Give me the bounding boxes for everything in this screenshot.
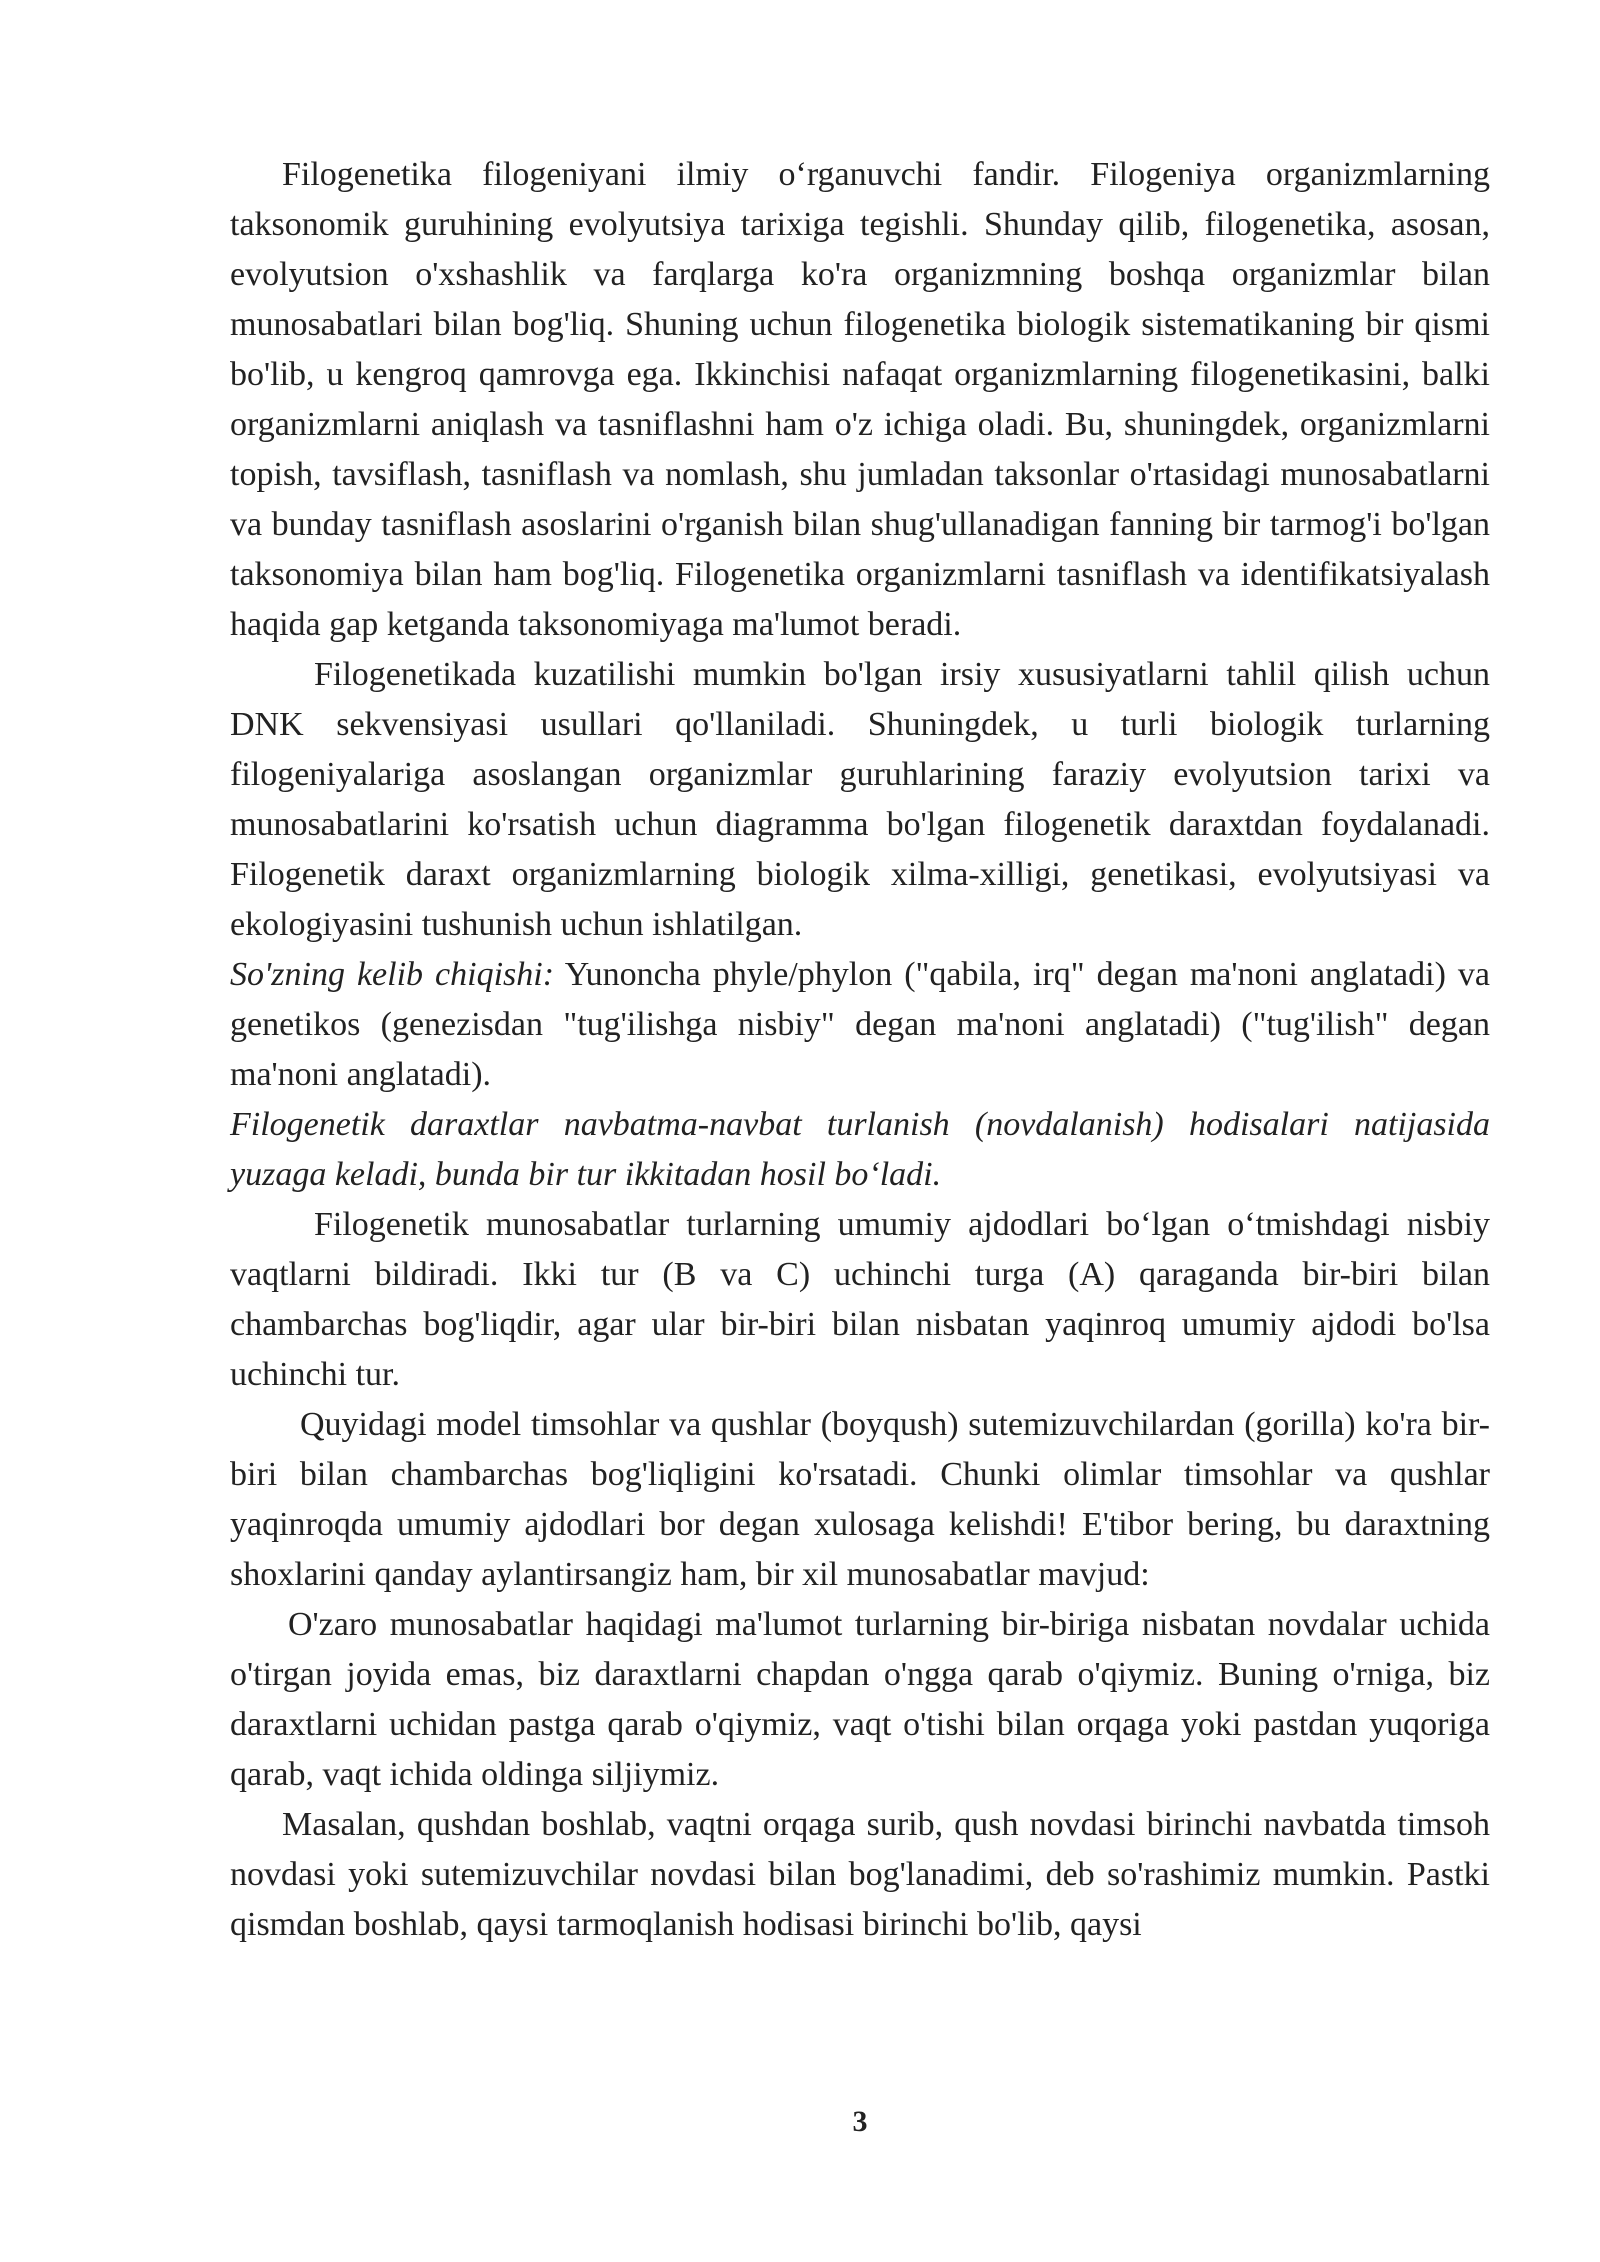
paragraph-tree-speciation: Filogenetik daraxtlar navbatma-navbat turlanish (novdalanish) hodisalari natijasida yuzaga keladi, bunda bir tur ikkitadan hosil bo‘ladi.	[230, 1106, 1490, 1193]
paragraph-dna-sequencing: Filogenetikada kuzatilishi mumkin bo'lgan irsiy xususiyatlarni tahlil qilish uchun DNK sekvensiyasi usullari qo'llaniladi. Shuningdek, u turli biologik turlarning filogeniyalariga asoslangan organizmlar guruhlarining faraziy evolyutsion tarixi va munosabatlarini ko'rsatish uchun diagramma bo'lgan filogenetik daraxtdan foydalanadi. Filogenetik daraxt organizmlarning biologik xilma-xilligi, genetikasi, evolyutsiyasi va ekologiyasini tushunish uchun ishlatilgan.	[230, 656, 1490, 943]
paragraph-reading-trees: O'zaro munosabatlar haqidagi ma'lumot turlarning bir-biriga nisbatan novdalar uchida o'tirgan joyida emas, biz daraxtlarni chapdan o'ngga qarab o'qiymiz. Buning o'rniga, biz daraxtlarni uchidan pastga qarab o'qiymiz, vaqt o'tishi bilan orqaga yoki pastdan yuqoriga qarab, vaqt ichida oldinga siljiymiz.	[230, 1606, 1490, 1793]
paragraph-relationships: Filogenetik munosabatlar turlarning umumiy ajdodlari bo‘lgan o‘tmishdagi nisbiy vaqtlarni bildiradi. Ikki tur (B va C) uchinchi turga (A) qaraganda bir-biri bilan chambarchas bog'liqdir, agar ular bir-biri bilan nisbatan yaqinroq umumiy ajdodi bo'lsa uchinchi tur.	[230, 1206, 1490, 1393]
paragraph-filogenetika-definition: Filogenetika filogeniyani ilmiy o‘rganuvchi fandir. Filogeniya organizmlarning taksonomik guruhining evolyutsiya tarixiga tegishli. Shunday qilib, filogenetika, asosan, evolyutsion o'xshashlik va farqlarga ko'ra organizmning boshqa organizmlar bilan munosabatlari bilan bog'liq. Shuning uchun filogenetika biologik sistematikaning bir qismi bo'lib, u kengroq qamrovga ega. Ikkinchisi nafaqat organizmlarning filogenetikasini, balki organizmlarni aniqlash va tasniflashni ham o'z ichiga oladi. Bu, shuningdek, organizmlarni topish, tavsiflash, tasniflash va nomlash, shu jumladan taksonlar o'rtasidagi munosabatlarni va bunday tasniflash asoslarini o'rganish bilan shug'ullanadigan fanning bir tarmog'i bo'lgan taksonomiya bilan ham bog'liq. Filogenetika organizmlarni tasniflash va identifikatsiyalash haqida gap ketganda taksonomiyaga ma'lumot beradi.	[230, 156, 1490, 643]
word-origin-text: Yunoncha phyle/phylon ("qabila, irq" degan ma'noni anglatadi) va genetikos (genezisdan "tug'ilishga nisbiy" degan ma'noni anglatadi) ("tug'ilish" degan ma'noni anglatadi).	[230, 956, 1490, 1093]
paragraph-example: Masalan, qushdan boshlab, vaqtni orqaga surib, qush novdasi birinchi navbatda timsoh novdasi yoki sutemizuvchilar novdasi bilan bog'lanadimi, deb so'rashimiz mumkin. Pastki qismdan boshlab, qaysi tarmoqlanish hodisasi birinchi bo'lib, qaysi	[230, 1806, 1490, 1943]
paragraph-model: Quyidagi model timsohlar va qushlar (boyqush) sutemizuvchilardan (gorilla) ko'ra bir-biri bilan chambarchas bog'liqligini ko'rsatadi. Chunki olimlar timsohlar va qushlar yaqinroqda umumiy ajdodlari bor degan xulosaga kelishdi! E'tibor bering, bu daraxtning shoxlarini qanday aylantirsangiz ham, bir xil munosabatlar mavjud:	[230, 1406, 1490, 1593]
page-number: 3	[852, 2105, 868, 2138]
paragraph-word-origin	[230, 950, 1490, 1100]
document-body	[230, 150, 1490, 1950]
word-origin-label: So'zning kelib chiqishi:	[230, 956, 555, 993]
